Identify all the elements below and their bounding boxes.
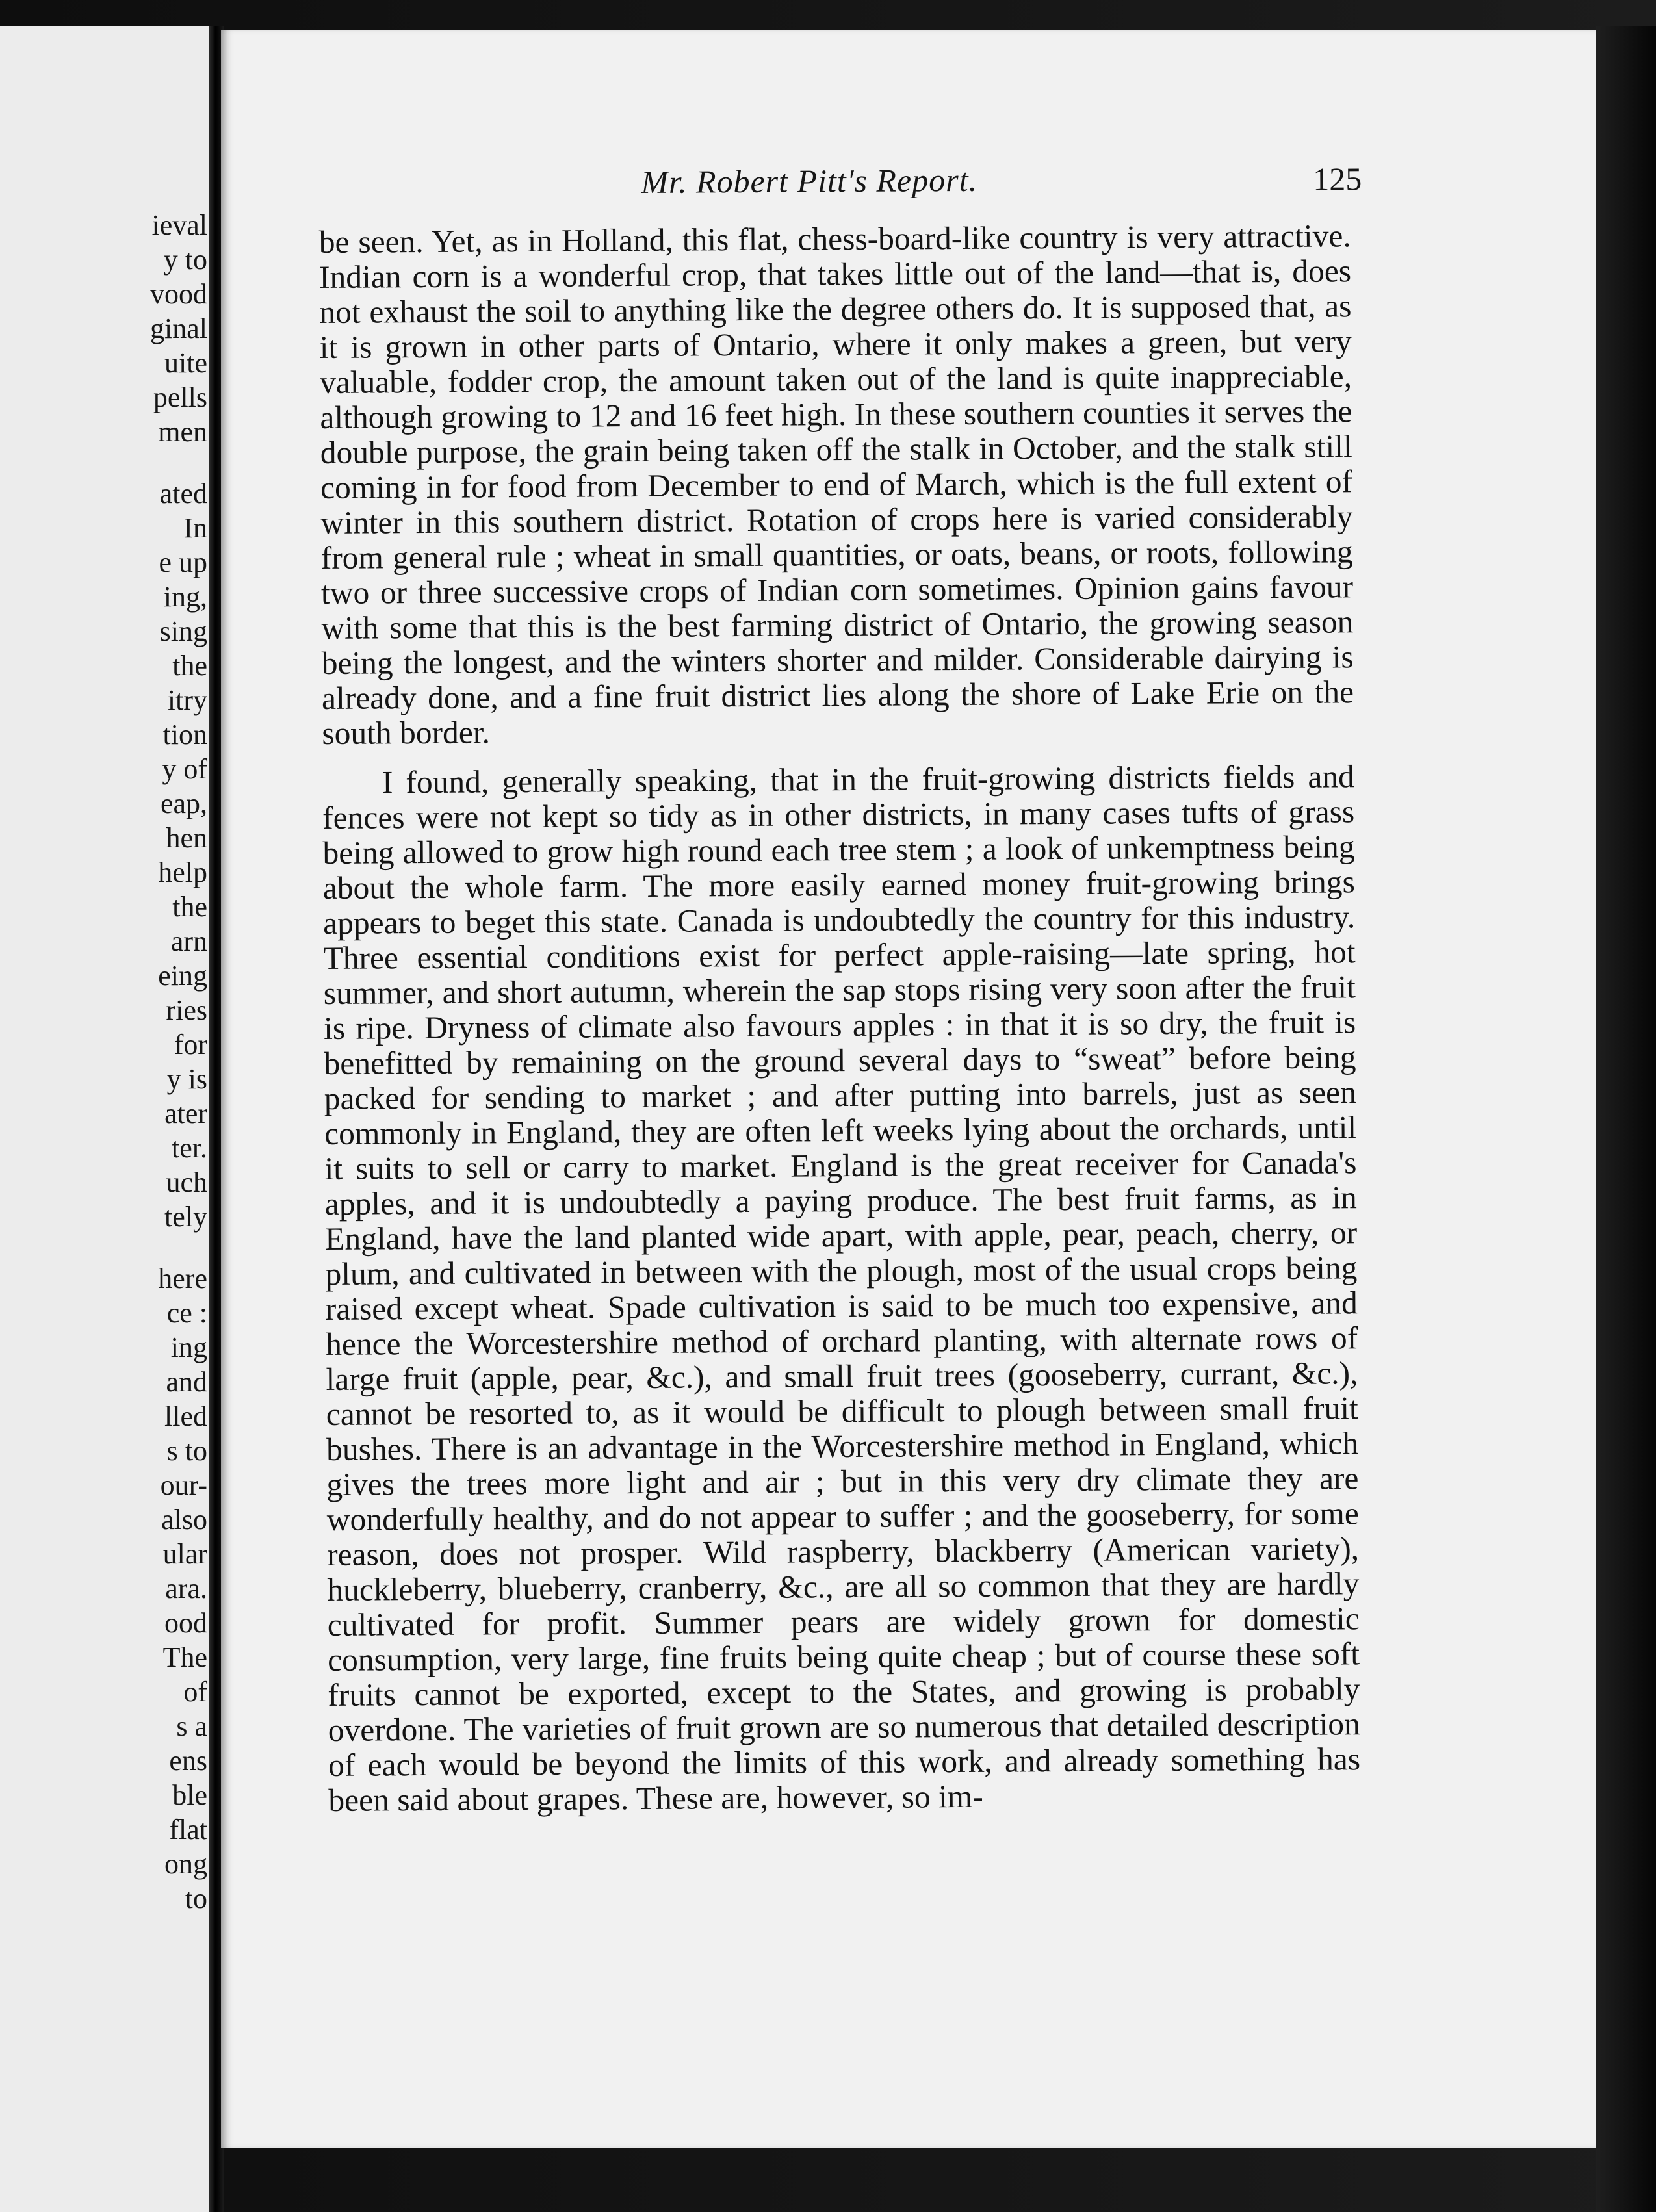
left-fragment: ing <box>170 1331 207 1363</box>
left-fragment: vood <box>150 278 207 310</box>
left-fragment: to <box>185 1883 207 1914</box>
left-fragment: ter. <box>172 1132 207 1164</box>
left-fragment: hen <box>166 822 207 854</box>
left-fragment: uch <box>166 1166 207 1198</box>
left-fragment: eing <box>158 960 207 992</box>
page-number: 125 <box>1313 161 1362 198</box>
running-header <box>318 153 1362 212</box>
left-fragment: ble <box>172 1779 207 1811</box>
left-fragment: The <box>162 1641 207 1673</box>
left-fragment: s to <box>166 1435 207 1467</box>
left-fragment: ara. <box>165 1573 207 1604</box>
left-fragment: here <box>158 1263 207 1294</box>
left-fragment: arn <box>170 925 207 957</box>
left-fragment: also <box>161 1504 207 1536</box>
left-fragment: flat <box>169 1814 207 1845</box>
left-fragment: our- <box>160 1469 207 1501</box>
left-fragment: ginal <box>150 313 207 344</box>
left-fragment: ater <box>164 1098 207 1129</box>
left-fragment: eap, <box>160 788 207 819</box>
scan-border <box>1596 26 1656 2212</box>
left-facing-page <box>0 26 211 2212</box>
left-fragment: pells <box>153 381 207 413</box>
left-fragment: ce : <box>166 1297 207 1329</box>
left-fragment: y of <box>162 753 207 785</box>
left-fragment: ing, <box>163 581 207 613</box>
left-page-text-fragments <box>0 208 207 1916</box>
left-fragment: ieval <box>151 209 207 241</box>
left-fragment: sing <box>159 615 207 647</box>
left-fragment: ries <box>166 994 207 1026</box>
left-fragment: lled <box>164 1400 207 1432</box>
left-fragment: for <box>174 1029 207 1061</box>
body-text <box>319 218 1361 1818</box>
running-title: Mr. Robert Pitt's Report. <box>641 161 978 200</box>
page-content <box>318 152 1596 1833</box>
left-fragment: help <box>158 856 207 888</box>
left-fragment: e up <box>159 547 207 578</box>
left-fragment: and <box>166 1366 207 1398</box>
left-fragment: itry <box>167 684 207 716</box>
left-fragment: ood <box>164 1607 207 1639</box>
left-fragment: y is <box>166 1063 207 1095</box>
left-fragment: tely <box>164 1201 207 1233</box>
right-page <box>221 30 1596 2148</box>
left-fragment: In <box>183 512 207 544</box>
left-fragment: of <box>183 1676 207 1708</box>
left-fragment: y to <box>163 244 207 276</box>
paragraph: I found, generally speaking, that in the fruit-growing districts fields and fences were not kept so tidy as in other districts, in many cases tufts of grass being allowed to grow high round each tree stem ; a look of unkemptness being about the whole farm. The more easily earned money fruit-growing brings appears to beget this state. Canada is undoubtedly the country for this industry. Three essential conditions exist for perfect apple-raising—late spring, hot summer, and short autumn, wherein the sap stops rising very soon after the fruit is ripe. Dryness of climate also favours apples : in that it is so dry, the fruit is benefitted by remaining on the ground several days to “sweat” before being packed for sending to market ; and after putting into barrels, just as seen commonly in England, they are often left weeks lying about the orchards, until it suits to sell or carry to market. England is the great receiver for Canada's apples, and it is undoubtedly a paying produce. The best fruit farms, as in England, have the land planted wide apart, with apple, pear, peach, cherry, or plum, and cultivated in between with the plough, most of the usual crops being raised except wheat. Spade cultivation is said to be much too expensive, and hence the Worcestershire method of orchard planting, with alternate rows of large fruit (apple, pear, &c.), and small fruit trees (gooseberry, currant, &c.), cannot be resorted to, as it would be difficult to plough between small fruit bushes. There is an advantage in the Worcestershire method in England, which gives the trees more light and air ; but in this very dry climate they are wonderfully healthy, and do not appear to suffer ; and the gooseberry, for some reason, does not prosper. Wild raspberry, blackberry (American variety), huckleberry, blueberry, cranberry, &c., are all so common that they are hardly cultivated for profit. Summer pears are widely grown for domestic consumption, very large, fine fruits being quite cheap ; but of course these soft fruits cannot be exported, except to the States, and growing is probably overdone. The varieties of fruit grown are so numerous that detailed description of each would be beyond the limits of this work, and already something has been said about grapes. These are, however, so im- <box>322 758 1361 1818</box>
left-fragment: ular <box>162 1538 207 1570</box>
left-fragment: ens <box>169 1745 207 1777</box>
left-fragment: the <box>172 891 207 923</box>
left-fragment: uite <box>164 347 207 379</box>
paragraph: be seen. Yet, as in Holland, this flat, chess-board-like country is very attractive. Indian corn is a wonderful crop, that takes little out of the land—that is, does not exhaust the soil to anything like the degree others do. It is supposed that, as it is grown in other parts of Ontario, where it only makes a green, but very valuable, fodder crop, the amount taken out of the land is quite inappreciable, although growing to 12 and 16 feet high. In these southern counties it serves the double purpose, the grain being taken off the stalk in October, and the stalk still coming in for food from December to end of March, which is the full extent of winter in this southern district. Rotation of crops here is varied considerably from general rule ; wheat in small quantities, or oats, beans, or roots, following two or three successive crops of Indian corn sometimes. Opinion gains favour with some that this is the best farming district of Ontario, the growing season being the longest, and the winters shorter and milder. Considerable dairying is already done, and a fine fruit district lies along the shore of Lake Erie on the south border. <box>318 218 1354 751</box>
left-fragment: ong <box>164 1848 207 1880</box>
left-fragment: men <box>158 416 207 448</box>
left-fragment: s a <box>176 1710 207 1742</box>
left-fragment: ated <box>159 478 207 509</box>
left-fragment: the <box>172 650 207 682</box>
left-fragment: tion <box>162 719 207 751</box>
